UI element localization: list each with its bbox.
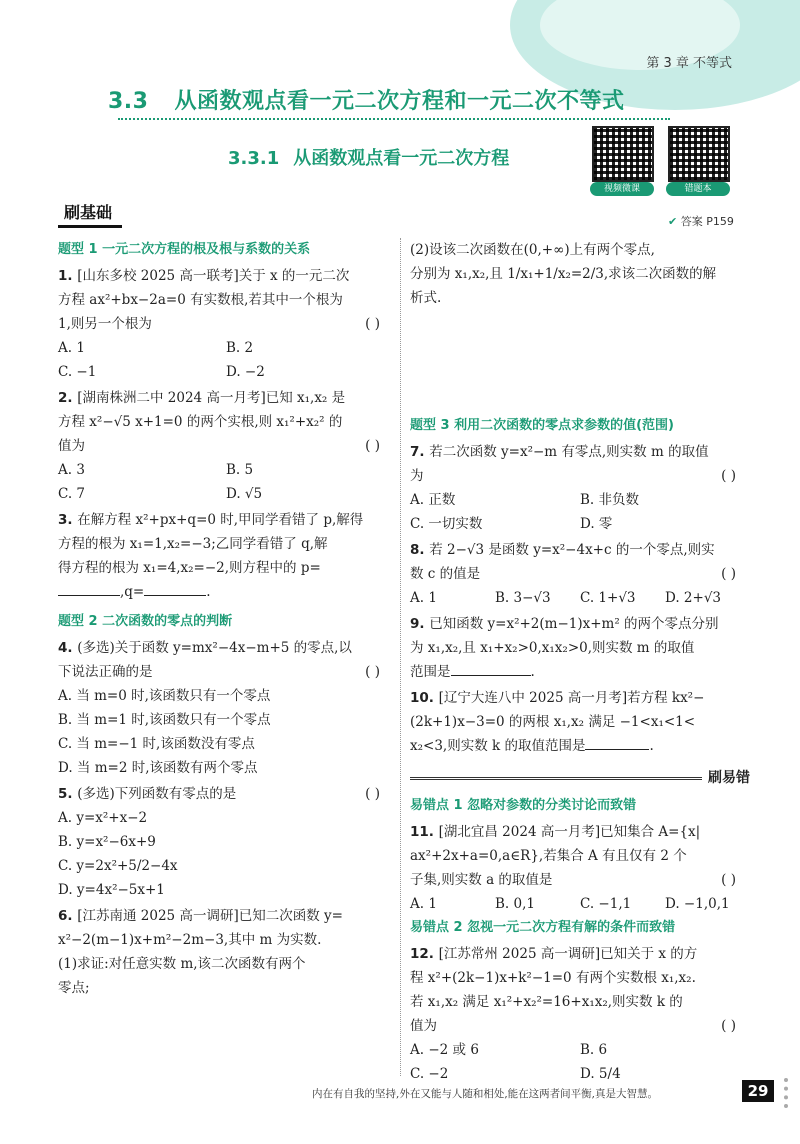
question-number: 11. <box>410 824 439 840</box>
q11-options <box>410 892 750 916</box>
question-number: 2. <box>58 390 78 406</box>
option-a: A. −2 或 6 <box>410 1042 479 1058</box>
chapter-label: 第 3 章 不等式 <box>646 56 732 71</box>
question-number: 7. <box>410 444 430 460</box>
option-d: D. −2 <box>226 364 265 380</box>
answer-bracket: ( ) <box>365 438 380 454</box>
q6-line-4: 零点; <box>58 980 90 996</box>
option-c: C. 当 m=−1 时,该函数没有零点 <box>58 736 255 752</box>
option-a: A. 1 <box>410 590 437 606</box>
error-point-1: 易错点 1 忽略对参数的分类讨论而致错 <box>410 798 637 813</box>
option-c: C. −1,1 <box>580 896 632 912</box>
q11-line-3: 子集,则实数 a 的取值是 <box>410 872 553 888</box>
option-c: C. 1+√3 <box>580 590 636 606</box>
answer-blank[interactable] <box>451 661 531 676</box>
error-heading-rule <box>410 777 702 780</box>
question-number: 10. <box>410 690 439 706</box>
question-5 <box>58 782 394 902</box>
q1-line-2: 方程 ax²+bx−2a=0 有实数根,若其中一个根为 <box>58 292 343 308</box>
q11-line-1: [湖北宜昌 2024 高一月考]已知集合 A={x| <box>438 824 701 840</box>
question-9: 9. 已知函数 y=x²+2(m−1)x+m² 的两个零点分别 为 x₁,x₂,且 x₁+x₂>0,x₁x₂>0,则实数 m 的取值 范围是 . <box>410 612 750 684</box>
q3-line-3: 得方程的根为 x₁=4,x₂=−2,则方程中的 p= <box>58 560 321 576</box>
q11-line-2: ax²+2x+a=0,a∈R},若集合 A 有且仅有 2 个 <box>410 848 687 864</box>
question-number: 12. <box>410 946 439 962</box>
option-b: B. 2 <box>226 340 254 356</box>
q10-line-3: x₂<3,则实数 k 的取值范围是 <box>410 738 586 754</box>
question-number: 6. <box>58 908 78 924</box>
answer-bracket: ( ) <box>365 786 380 802</box>
option-a: A. y=x²+x−2 <box>58 810 148 826</box>
section-number: 3.3 <box>108 89 149 114</box>
option-b: B. 5 <box>226 462 254 478</box>
answer-reference-text: 答案 P159 <box>680 215 734 228</box>
q10-line-1: [辽宁大连八中 2025 高一月考]若方程 kx²− <box>438 690 705 706</box>
subsection-title-text: 从函数观点看一元二次方程 <box>293 148 510 169</box>
q3-line-1: 在解方程 x²+px+q=0 时,甲同学看错了 p,解得 <box>77 512 364 528</box>
q8-line-1: 若 2−√3 是函数 y=x²−4x+c 的一个零点,则实 <box>429 542 715 558</box>
answer-bracket: ( ) <box>721 872 736 888</box>
q1-line-3: 1,则另一个根为 <box>58 316 152 332</box>
question-8 <box>410 538 750 610</box>
q2-line-1: [湖南株洲二中 2024 高一月考]已知 x₁,x₂ 是 <box>77 390 346 406</box>
q4-line-2: 下说法正确的是 <box>58 664 153 680</box>
question-number: 9. <box>410 616 430 632</box>
q8-options <box>410 586 750 610</box>
q6-line-1: [江苏南通 2025 高一调研]已知二次函数 y= <box>77 908 343 924</box>
q2-line-2: 方程 x²−√5 x+1=0 的两个实根,则 x₁²+x₂² 的 <box>58 414 343 430</box>
question-3: 3. 在解方程 x²+px+q=0 时,甲同学看错了 p,解得 方程的根为 x₁=1,x₂=−3;乙同学看错了 q,解 得方程的根为 x₁=4,x₂=−2,则方程中的 p= ,q= . <box>58 508 394 604</box>
q6-line-3: (1)求证:对任意实数 m,该二次函数有两个 <box>58 956 306 972</box>
video-qr-code-icon[interactable] <box>592 126 654 182</box>
q2-line-3: 值为 <box>58 438 85 454</box>
page-number: 29 <box>742 1080 774 1102</box>
topic-1-heading: 题型 1 一元二次方程的根及根与系数的关系 <box>58 242 311 257</box>
column-divider <box>400 238 401 1076</box>
q3-line-2: 方程的根为 x₁=1,x₂=−3;乙同学看错了 q,解 <box>58 536 328 552</box>
error-heading-label: 刷易错 <box>708 770 750 786</box>
answer-blank-q[interactable] <box>144 581 206 596</box>
q1-options <box>58 336 394 384</box>
question-number: 4. <box>58 640 78 656</box>
option-d: D. −1,0,1 <box>665 896 730 912</box>
q3-tail: ,q= <box>120 584 145 600</box>
option-c: C. 7 <box>58 486 86 502</box>
q12-line-4: 值为 <box>410 1018 437 1034</box>
answer-bracket: ( ) <box>365 316 380 332</box>
q6b-line-2: 分别为 x₁,x₂,且 1/x₁+1/x₂=2/3,求该二次函数的解 <box>410 266 717 282</box>
answer-bracket: ( ) <box>721 1018 736 1034</box>
q6b-line-1: (2)设该二次函数在(0,+∞)上有两个零点, <box>410 242 655 258</box>
option-a: A. 当 m=0 时,该函数只有一个零点 <box>58 688 271 704</box>
option-b: B. y=x²−6x+9 <box>58 834 156 850</box>
option-c: C. 一切实数 <box>410 516 483 532</box>
question-11 <box>410 820 750 916</box>
question-4 <box>58 636 394 780</box>
option-d: D. √5 <box>226 486 263 502</box>
video-qr-label: 视频微课 <box>590 182 654 196</box>
right-column <box>410 238 750 1086</box>
q8-line-2: 数 c 的值是 <box>410 566 481 582</box>
q7-line-1: 若二次函数 y=x²−m 有零点,则实数 m 的取值 <box>429 444 709 460</box>
section-title-text: 从函数观点看一元二次方程和一元二次不等式 <box>174 89 625 114</box>
q6-line-2: x²−2(m−1)x+m²−2m−3,其中 m 为实数. <box>58 932 322 948</box>
option-b: B. 0,1 <box>495 896 535 912</box>
topic-3-heading: 题型 3 利用二次函数的零点求参数的值(范围) <box>410 418 674 433</box>
q9-line-3: 范围是 <box>410 664 451 680</box>
footer-motto: 内在有自我的坚持,外在又能与人随和相处,能在这两者间平衡,真是大智慧。 <box>312 1088 659 1100</box>
subsection-number: 3.3.1 <box>228 148 280 169</box>
option-a: A. 正数 <box>410 492 456 508</box>
option-c: C. −2 <box>410 1066 449 1082</box>
question-number: 1. <box>58 268 78 284</box>
question-7 <box>410 440 750 536</box>
q7-line-2: 为 <box>410 468 424 484</box>
option-c: C. −1 <box>58 364 97 380</box>
question-10: 10. [辽宁大连八中 2025 高一月考]若方程 kx²− (2k+1)x−3=0 的两根 x₁,x₂ 满足 −1<x₁<1< x₂<3,则实数 k 的取值范围是 . <box>410 686 750 758</box>
question-12 <box>410 942 750 1086</box>
q12-line-1: [江苏常州 2025 高一调研]已知关于 x 的方 <box>438 946 698 962</box>
q7-options <box>410 488 750 536</box>
answer-bracket: ( ) <box>365 664 380 680</box>
basics-heading: 刷基础 <box>58 198 122 228</box>
option-d: D. 5/4 <box>580 1066 621 1082</box>
q6b-line-3: 析式. <box>410 290 442 306</box>
option-d: D. 当 m=2 时,该函数有两个零点 <box>58 760 258 776</box>
left-column <box>58 238 394 1000</box>
answer-bracket: ( ) <box>721 468 736 484</box>
answer-reference: ✔ 答案 P159 <box>668 215 734 228</box>
option-b: B. 3−√3 <box>495 590 551 606</box>
q4-line-1: (多选)关于函数 y=mx²−4x−m+5 的零点,以 <box>77 640 352 656</box>
option-a: A. 1 <box>58 340 85 356</box>
q12-options <box>410 1038 750 1086</box>
q5-line-1: (多选)下列函数有零点的是 <box>77 786 237 802</box>
question-2 <box>58 386 394 506</box>
question-number: 8. <box>410 542 430 558</box>
section-title <box>108 84 625 115</box>
q1-line-1: [山东多校 2025 高一联考]关于 x 的一元二次 <box>77 268 350 284</box>
error-point-2: 易错点 2 忽视一元二次方程有解的条件而致错 <box>410 920 676 935</box>
option-d: D. 零 <box>580 516 613 532</box>
q12-line-3: 若 x₁,x₂ 满足 x₁²+x₂²=16+x₁x₂,则实数 k 的 <box>410 994 683 1010</box>
section-divider <box>118 118 670 120</box>
option-a: A. 1 <box>410 896 437 912</box>
option-b: B. 6 <box>580 1042 608 1058</box>
answer-blank[interactable] <box>585 735 649 750</box>
answer-bracket: ( ) <box>721 566 736 582</box>
question-6 <box>58 904 394 1000</box>
question-number: 3. <box>58 512 78 528</box>
option-a: A. 3 <box>58 462 85 478</box>
answer-blank-p[interactable] <box>58 581 120 596</box>
errorbook-qr-label: 错题本 <box>666 182 730 196</box>
option-b: B. 非负数 <box>580 492 640 508</box>
q9-line-1: 已知函数 y=x²+2(m−1)x+m² 的两个零点分别 <box>429 616 719 632</box>
q2-options <box>58 458 394 506</box>
errorbook-qr-code-icon[interactable] <box>668 126 730 182</box>
q12-line-2: 程 x²+(2k−1)x+k²−1=0 有两个实数根 x₁,x₂. <box>410 970 696 986</box>
option-d: D. y=4x²−5x+1 <box>58 882 165 898</box>
question-1 <box>58 264 394 384</box>
q10-line-2: (2k+1)x−3=0 的两根 x₁,x₂ 满足 −1<x₁<1< <box>410 714 696 730</box>
question-number: 5. <box>58 786 78 802</box>
subsection-title <box>228 144 509 170</box>
option-b: B. 当 m=1 时,该函数只有一个零点 <box>58 712 271 728</box>
option-d: D. 2+√3 <box>665 590 722 606</box>
topic-2-heading: 题型 2 二次函数的零点的判断 <box>58 614 233 629</box>
option-c: C. y=2x²+5/2−4x <box>58 858 178 874</box>
q9-line-2: 为 x₁,x₂,且 x₁+x₂>0,x₁x₂>0,则实数 m 的取值 <box>410 640 695 656</box>
error-prone-heading <box>410 766 750 790</box>
